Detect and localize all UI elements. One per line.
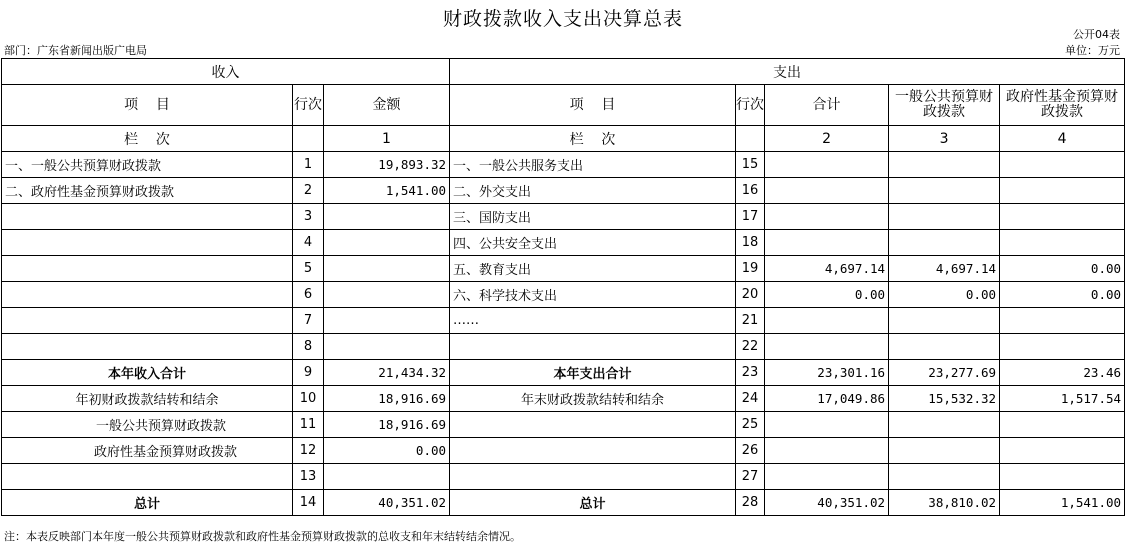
expense-item-cell: ……: [450, 308, 736, 334]
income-amount-cell: [324, 256, 450, 282]
gov-fund-budget-cell: [1000, 412, 1125, 438]
income-item-cell: [2, 204, 293, 230]
table-row: [2, 204, 1125, 230]
expense-item-cell: [450, 334, 736, 360]
income-row-no-cell: 8: [293, 334, 324, 360]
general-budget-cell: [889, 438, 1000, 464]
income-amount-cell: [324, 204, 450, 230]
gov-fund-budget-cell: 1,517.54: [1000, 386, 1125, 412]
expense-item-cell: 二、外交支出: [450, 178, 736, 204]
expense-total-header: 合计: [765, 85, 889, 126]
general-budget-cell: [889, 178, 1000, 204]
income-row-no-cell: 14: [293, 490, 324, 516]
expense-item-cell: 本年支出合计: [450, 360, 736, 386]
expense-item-cell: 总计: [450, 490, 736, 516]
general-budget-cell: [889, 334, 1000, 360]
expense-total-cell: 4,697.14: [765, 256, 889, 282]
income-item-cell: [2, 464, 293, 490]
expense-row-no-cell: 16: [736, 178, 765, 204]
table-row: [2, 152, 1125, 178]
empty-cell: [293, 126, 324, 152]
expense-row-no-cell: 27: [736, 464, 765, 490]
expense-item-header: 项 目: [450, 85, 736, 126]
expense-item-cell: 五、教育支出: [450, 256, 736, 282]
expense-row-no-cell: 21: [736, 308, 765, 334]
income-row-no-cell: 12: [293, 438, 324, 464]
expense-total-cell: 23,301.16: [765, 360, 889, 386]
expense-item-cell: 三、国防支出: [450, 204, 736, 230]
general-budget-header: 一般公共预算财政拨款: [889, 85, 1000, 126]
income-item-cell: 年初财政拨款结转和结余: [2, 386, 293, 412]
expense-total-cell: [765, 230, 889, 256]
unit-label: 单位：万元: [1065, 44, 1120, 57]
gov-fund-budget-cell: [1000, 204, 1125, 230]
gov-fund-budget-cell: [1000, 230, 1125, 256]
col-number-2: 2: [765, 126, 889, 152]
expense-total-cell: 40,351.02: [765, 490, 889, 516]
form-number: 公开04表: [1073, 28, 1120, 41]
table-row: [2, 256, 1125, 282]
gov-fund-budget-cell: 0.00: [1000, 282, 1125, 308]
expense-item-cell: 一、一般公共服务支出: [450, 152, 736, 178]
income-amount-cell: [324, 334, 450, 360]
table-row: [2, 230, 1125, 256]
gov-fund-budget-cell: [1000, 152, 1125, 178]
income-amount-header: 金额: [324, 85, 450, 126]
expense-row-no-header: 行次: [736, 85, 765, 126]
general-budget-cell: 0.00: [889, 282, 1000, 308]
empty-cell: [736, 126, 765, 152]
table-row: [2, 464, 1125, 490]
general-budget-cell: 15,532.32: [889, 386, 1000, 412]
table-row: [2, 308, 1125, 334]
income-item-cell: 一、一般公共预算财政拨款: [2, 152, 293, 178]
income-item-cell: [2, 334, 293, 360]
expense-row-no-cell: 18: [736, 230, 765, 256]
expense-total-cell: [765, 412, 889, 438]
general-budget-cell: [889, 308, 1000, 334]
income-row-no-cell: 9: [293, 360, 324, 386]
gov-fund-budget-cell: [1000, 308, 1125, 334]
income-amount-cell: 19,893.32: [324, 152, 450, 178]
expense-row-no-cell: 28: [736, 490, 765, 516]
income-row-no-cell: 1: [293, 152, 324, 178]
expense-header: 支出: [450, 59, 1125, 85]
income-row-no-cell: 7: [293, 308, 324, 334]
expense-total-cell: [765, 438, 889, 464]
table-row: [2, 438, 1125, 464]
gov-fund-budget-cell: 0.00: [1000, 256, 1125, 282]
expense-row-no-cell: 20: [736, 282, 765, 308]
income-item-cell: 政府性基金预算财政拨款: [2, 438, 293, 464]
income-item-cell: 本年收入合计: [2, 360, 293, 386]
income-row-no-cell: 10: [293, 386, 324, 412]
table-row: [2, 178, 1125, 204]
gov-fund-budget-cell: 23.46: [1000, 360, 1125, 386]
income-item-cell: 二、政府性基金预算财政拨款: [2, 178, 293, 204]
expense-item-cell: 四、公共安全支出: [450, 230, 736, 256]
expense-item-cell: [450, 438, 736, 464]
income-item-cell: [2, 308, 293, 334]
gov-fund-budget-cell: [1000, 438, 1125, 464]
table-row: [2, 412, 1125, 438]
footnote: 注：本表反映部门本年度一般公共预算财政拨款和政府性基金预算财政拨款的总收支和年末结转结余情况。: [4, 530, 521, 543]
page-title: 财政拨款收入支出决算总表: [442, 8, 683, 30]
expense-column-label: 栏 次: [450, 126, 736, 152]
income-amount-cell: 1,541.00: [324, 178, 450, 204]
expense-item-cell: [450, 412, 736, 438]
expense-total-cell: [765, 152, 889, 178]
expense-total-cell: 0.00: [765, 282, 889, 308]
expense-total-cell: [765, 464, 889, 490]
general-budget-cell: [889, 464, 1000, 490]
income-row-no-cell: 13: [293, 464, 324, 490]
expense-row-no-cell: 24: [736, 386, 765, 412]
income-amount-cell: 18,916.69: [324, 412, 450, 438]
col-number-3: 3: [889, 126, 1000, 152]
income-item-cell: [2, 282, 293, 308]
expense-total-cell: [765, 334, 889, 360]
income-column-label: 栏 次: [2, 126, 293, 152]
expense-row-no-cell: 17: [736, 204, 765, 230]
expense-item-cell: 六、科学技术支出: [450, 282, 736, 308]
gov-fund-budget-cell: [1000, 178, 1125, 204]
expense-row-no-cell: 26: [736, 438, 765, 464]
income-amount-cell: [324, 308, 450, 334]
income-amount-cell: 18,916.69: [324, 386, 450, 412]
table-row: [2, 490, 1125, 516]
general-budget-cell: 38,810.02: [889, 490, 1000, 516]
income-amount-cell: 0.00: [324, 438, 450, 464]
department-label: 部门：广东省新闻出版广电局: [4, 44, 147, 57]
general-budget-cell: [889, 204, 1000, 230]
expense-row-no-cell: 23: [736, 360, 765, 386]
income-row-no-cell: 3: [293, 204, 324, 230]
gov-fund-budget-cell: 1,541.00: [1000, 490, 1125, 516]
col-number-1: 1: [324, 126, 450, 152]
income-amount-cell: [324, 282, 450, 308]
table-row: [2, 282, 1125, 308]
table-row: [2, 334, 1125, 360]
income-row-no-cell: 5: [293, 256, 324, 282]
income-item-header: 项 目: [2, 85, 293, 126]
expense-row-no-cell: 19: [736, 256, 765, 282]
expense-row-no-cell: 15: [736, 152, 765, 178]
expense-row-no-cell: 22: [736, 334, 765, 360]
general-budget-cell: 23,277.69: [889, 360, 1000, 386]
budget-table: [1, 58, 1125, 516]
general-budget-cell: [889, 152, 1000, 178]
income-amount-cell: [324, 464, 450, 490]
income-amount-cell: [324, 230, 450, 256]
general-budget-cell: 4,697.14: [889, 256, 1000, 282]
income-item-cell: [2, 230, 293, 256]
income-amount-cell: 40,351.02: [324, 490, 450, 516]
gov-fund-budget-header: 政府性基金预算财政拨款: [1000, 85, 1125, 126]
income-header: 收入: [2, 59, 450, 85]
income-row-no-cell: 4: [293, 230, 324, 256]
income-row-no-header: 行次: [293, 85, 324, 126]
expense-total-cell: [765, 178, 889, 204]
expense-item-cell: [450, 464, 736, 490]
income-row-no-cell: 11: [293, 412, 324, 438]
table-row: [2, 386, 1125, 412]
expense-total-cell: [765, 204, 889, 230]
expense-total-cell: [765, 308, 889, 334]
gov-fund-budget-cell: [1000, 334, 1125, 360]
gov-fund-budget-cell: [1000, 464, 1125, 490]
income-row-no-cell: 2: [293, 178, 324, 204]
general-budget-cell: [889, 230, 1000, 256]
income-item-cell: [2, 256, 293, 282]
expense-row-no-cell: 25: [736, 412, 765, 438]
general-budget-cell: [889, 412, 1000, 438]
table-row: [2, 360, 1125, 386]
income-row-no-cell: 6: [293, 282, 324, 308]
expense-item-cell: 年末财政拨款结转和结余: [450, 386, 736, 412]
col-number-4: 4: [1000, 126, 1125, 152]
expense-total-cell: 17,049.86: [765, 386, 889, 412]
income-amount-cell: 21,434.32: [324, 360, 450, 386]
income-item-cell: 一般公共预算财政拨款: [2, 412, 293, 438]
income-item-cell: 总计: [2, 490, 293, 516]
